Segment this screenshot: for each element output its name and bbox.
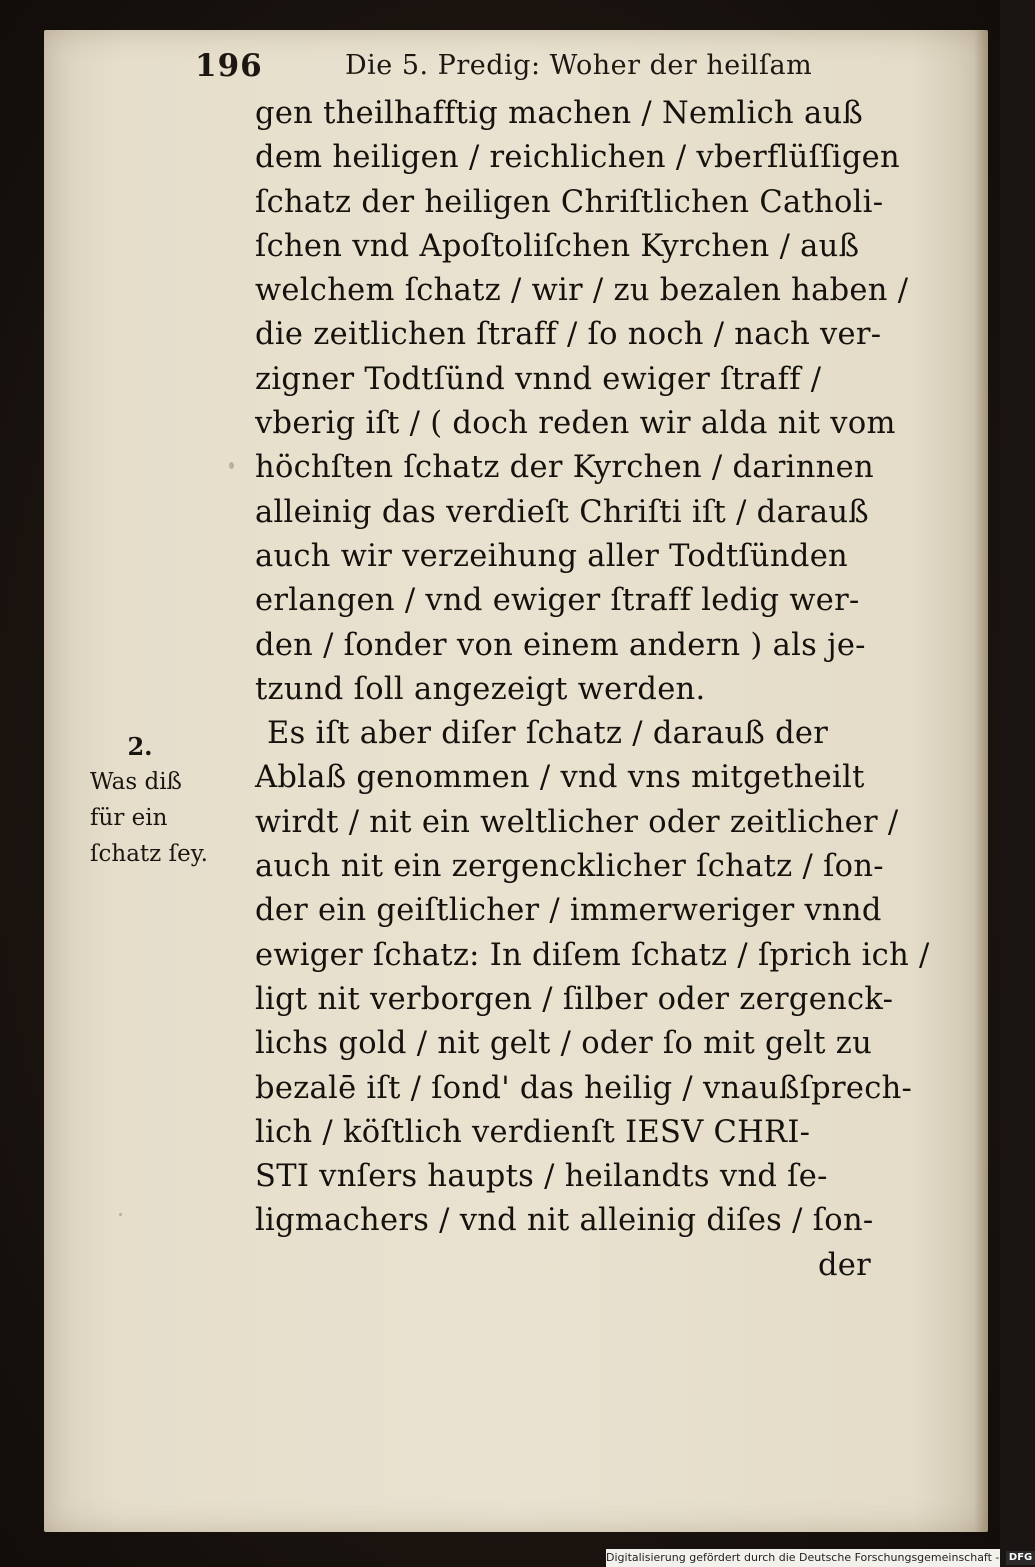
text-line: zigner Todtſünd vnnd ewiger ſtraff / bbox=[255, 361, 822, 397]
paper-stain bbox=[229, 462, 234, 469]
body-text bbox=[255, 92, 930, 1288]
text-line: Ablaß genommen / vnd vns mitgetheilt bbox=[255, 760, 865, 796]
text-line: höchſten ſchatz der Kyrchen / darinnen bbox=[255, 450, 874, 486]
text-line: der ein geiſtlicher / immerweriger vnnd bbox=[255, 893, 882, 929]
marginal-note-line: für ein bbox=[90, 805, 168, 831]
page-number: 196 bbox=[195, 48, 263, 84]
text-line: ſchatz der heiligen Chriſtlichen Catholi- bbox=[255, 184, 884, 220]
text-line: auch nit ein zergencklicher ſchatz / ſon- bbox=[255, 849, 884, 885]
text-line: STI vnſers haupts / heilandts vnd ſe- bbox=[255, 1159, 828, 1195]
credit-text: Digitalisierung gefördert durch die Deutsche Forschungsgemeinschaft - bbox=[606, 1551, 1000, 1564]
paragraph-start-line: Es iſt aber diſer ſchatz / darauß der bbox=[267, 716, 829, 752]
digitization-credit bbox=[606, 1549, 1033, 1567]
text-line: ligt nit verborgen / ſilber oder zergenck- bbox=[255, 981, 894, 1017]
text-line: den / ſonder von einem andern ) als je- bbox=[255, 627, 866, 663]
catchword: der bbox=[817, 1247, 871, 1283]
text-line: vberig iſt / ( doch reden wir alda nit vom bbox=[255, 406, 896, 442]
text-line: tzund ſoll angezeigt werden. bbox=[255, 671, 706, 707]
text-line: lichs gold / nit gelt / oder ſo mit gelt zu bbox=[255, 1026, 873, 1062]
text-line: dem heiligen / reichlichen / vberflüſſigen bbox=[255, 140, 900, 176]
text-line: lich / köſtlich verdienſt IESV CHRI- bbox=[255, 1114, 811, 1150]
text-line: auch wir verzeihung aller Todtſünden bbox=[255, 538, 848, 574]
dfg-logo[interactable]: DFG bbox=[1006, 1551, 1035, 1565]
text-line: erlangen / vnd ewiger ſtraff ledig wer- bbox=[255, 583, 860, 619]
marginal-note-number: 2. bbox=[127, 732, 153, 761]
text-line: welchem ſchatz / wir / zu bezalen haben / bbox=[255, 273, 909, 309]
text-line: ligmachers / vnd nit alleinig diſes / ſon- bbox=[255, 1203, 874, 1239]
text-line: die zeitlichen ſtraff / ſo noch / nach ver- bbox=[255, 317, 882, 353]
paper-stain bbox=[119, 1213, 122, 1216]
running-title: Die 5. Predig: Woher der heilſam bbox=[345, 50, 813, 81]
page-edge-shadow bbox=[974, 30, 988, 1532]
text-line: gen theilhafftig machen / Nemlich auß bbox=[255, 96, 864, 131]
marginal-note-line: Was diß bbox=[90, 769, 182, 795]
text-line: alleinig das verdieſt Chriſti iſt / darauß bbox=[255, 494, 869, 530]
page-header bbox=[195, 48, 835, 88]
text-line: ſchen vnd Apoſtoliſchen Kyrchen / auß bbox=[255, 228, 860, 264]
text-line: ewiger ſchatz: In diſem ſchatz / ſprich ich / bbox=[255, 937, 930, 973]
text-line: bezalē iſt / ſond' das heilig / vnaußſprech- bbox=[255, 1070, 913, 1106]
marginal-note-line: ſchatz ſey. bbox=[90, 841, 208, 867]
marginal-note bbox=[90, 730, 250, 872]
text-line: wirdt / nit ein weltlicher oder zeitlicher / bbox=[255, 804, 899, 840]
